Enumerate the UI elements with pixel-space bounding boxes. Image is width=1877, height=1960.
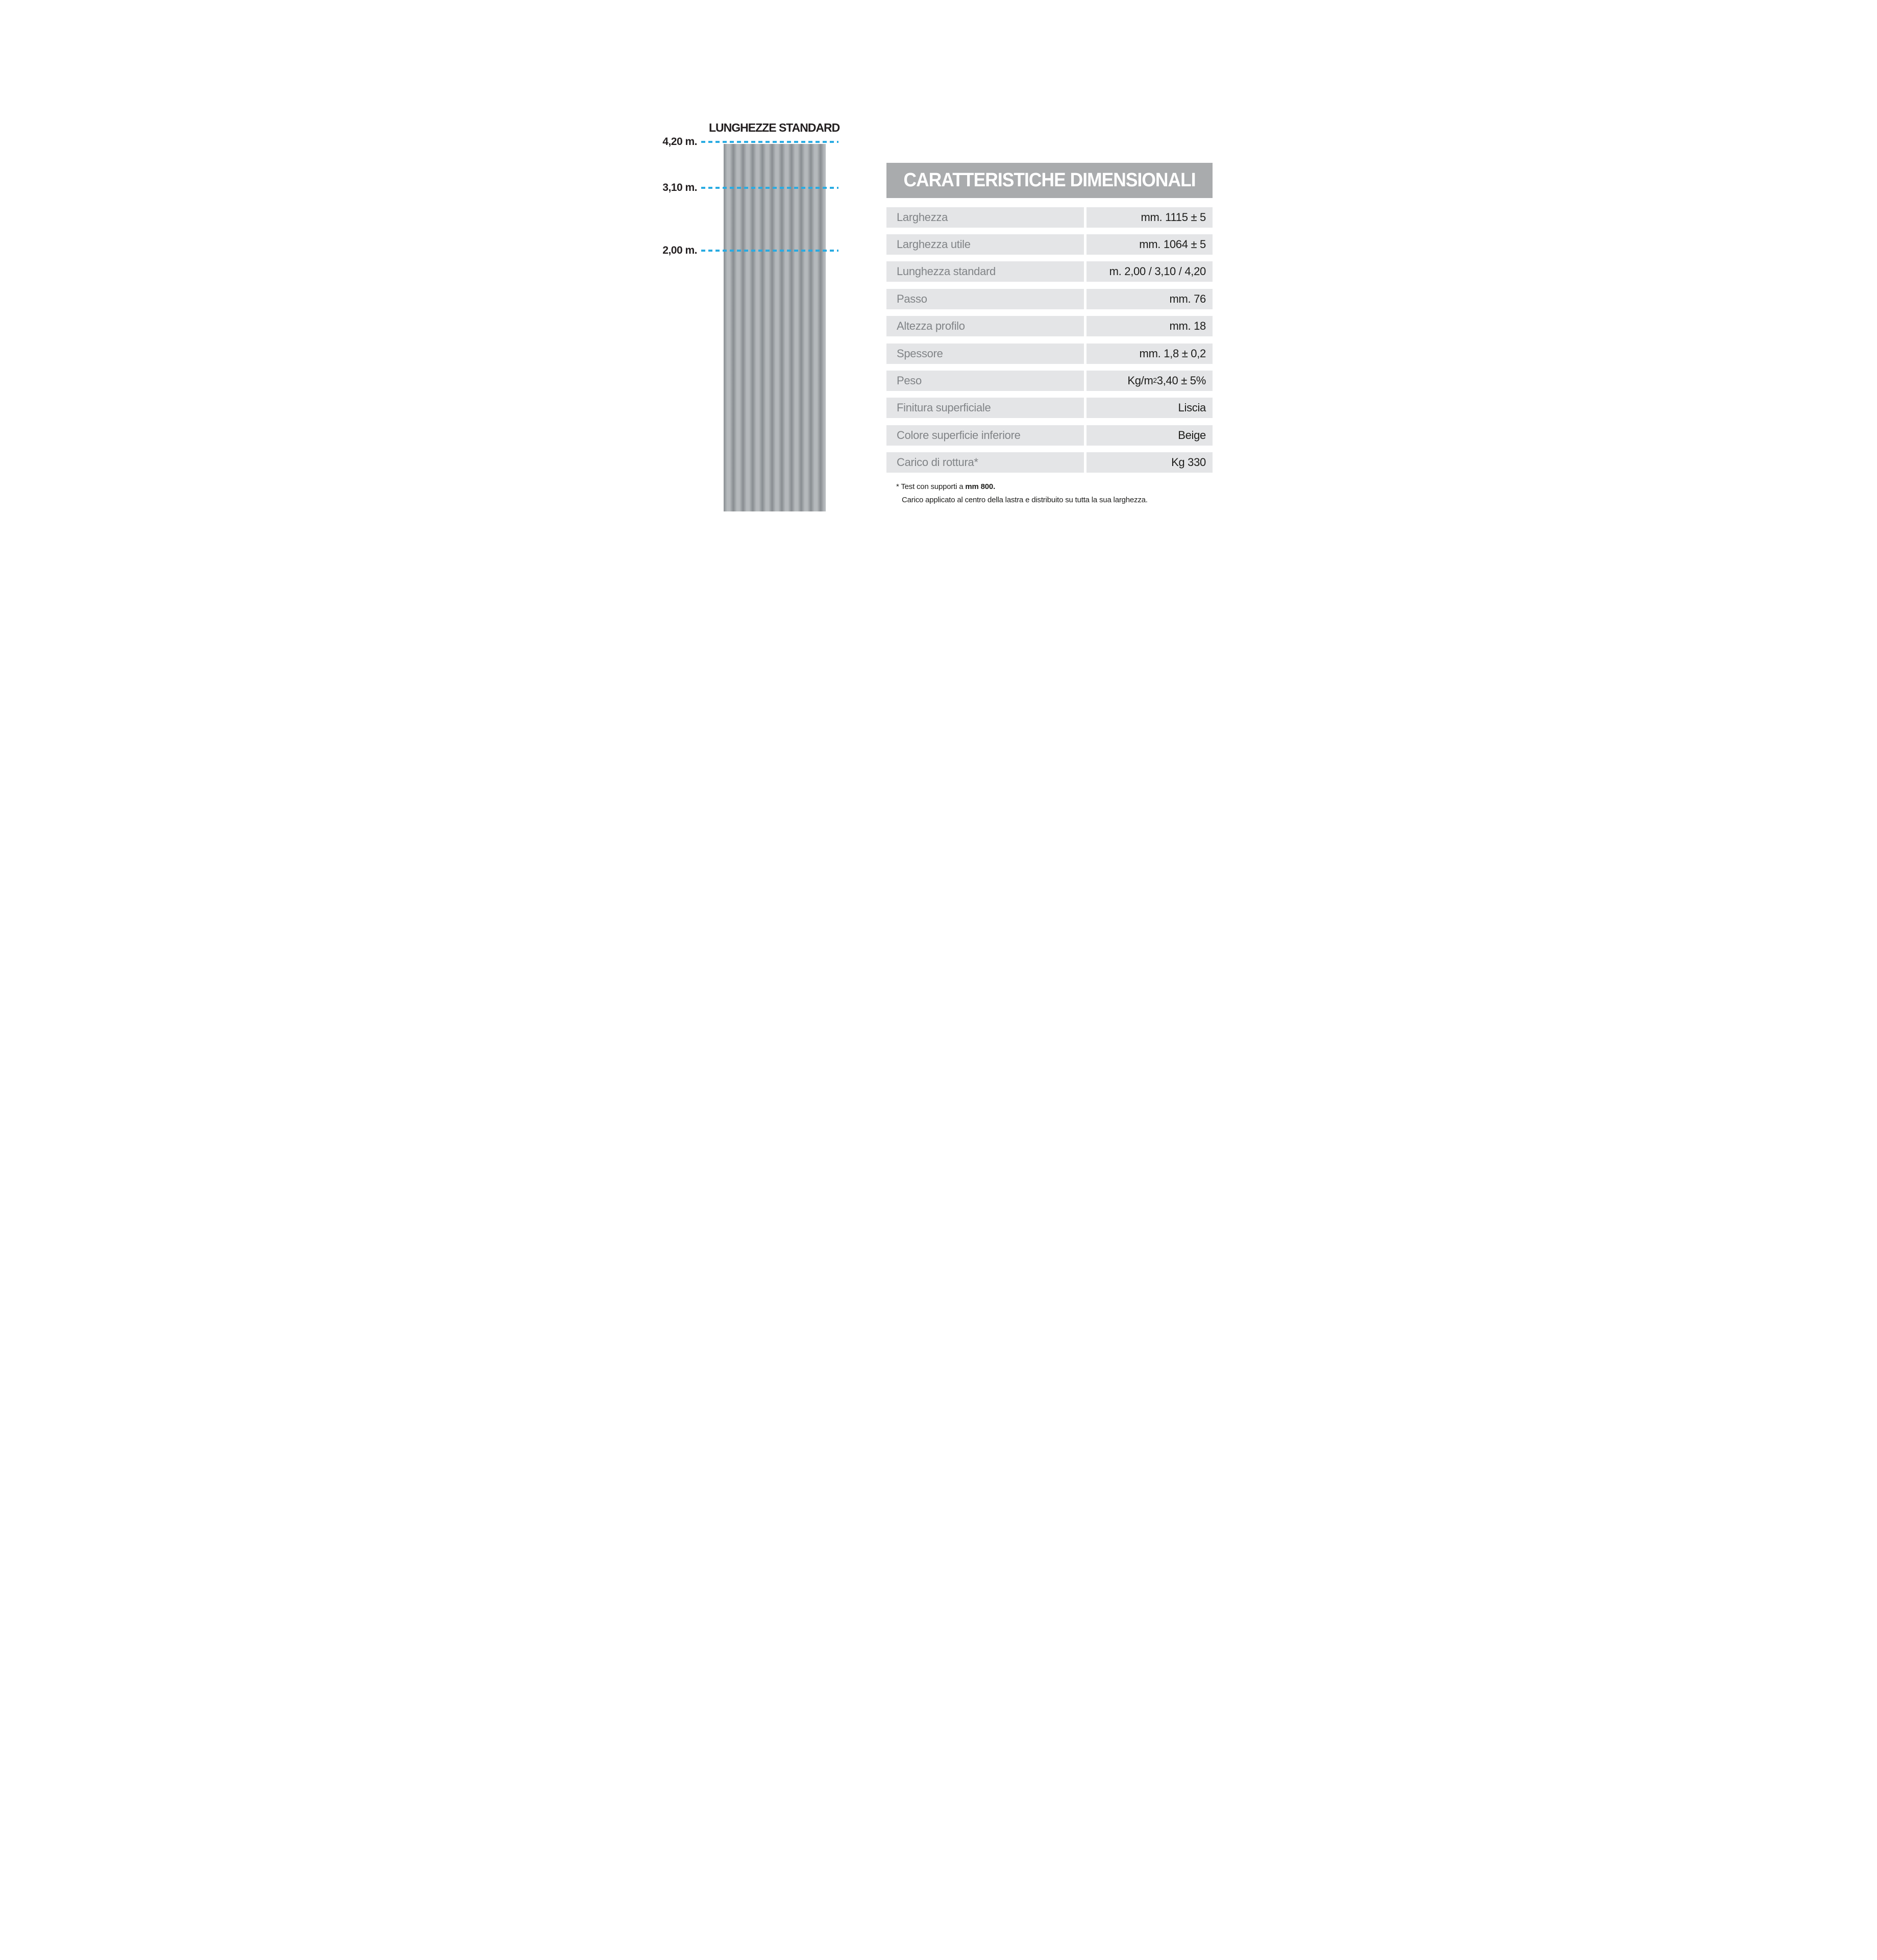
- corrugated-sheet-illustration: [724, 144, 826, 511]
- diagram-title: LUNGHEZZE STANDARD: [709, 121, 840, 134]
- table-row: [886, 452, 1213, 473]
- footnote-line-2: Carico applicato al centro della lastra e distribuito su tutta la sua larghezza.: [902, 496, 1148, 504]
- table-row: [886, 316, 1213, 336]
- row-value: Kg 330: [1086, 452, 1213, 473]
- row-value: Kg/m 2 3,40 ± 5%: [1086, 371, 1213, 391]
- row-label: Larghezza utile: [886, 234, 1084, 255]
- table-row: [886, 234, 1213, 255]
- length-label-3-10: 3,10 m.: [662, 182, 697, 193]
- footnote: [896, 480, 1148, 507]
- table-row: [886, 398, 1213, 418]
- row-value: mm. 76: [1086, 289, 1213, 309]
- row-label: Spessore: [886, 344, 1084, 364]
- row-label: Finitura superficiale: [886, 398, 1084, 418]
- length-dashed-line-3-10: [701, 187, 838, 189]
- length-dashed-line-2-00: [701, 250, 838, 252]
- row-label: Carico di rottura*: [886, 452, 1084, 473]
- table-row: [886, 425, 1213, 446]
- row-value: mm. 1,8 ± 0,2: [1086, 344, 1213, 364]
- row-label: Passo: [886, 289, 1084, 309]
- table-row: [886, 207, 1213, 228]
- row-value-amount: 3,40 ± 5%: [1156, 374, 1206, 387]
- table-row: [886, 344, 1213, 364]
- footnote-line-1: [896, 480, 1148, 494]
- table-row: [886, 289, 1213, 309]
- row-label: Colore superficie inferiore: [886, 425, 1084, 446]
- row-label: Lunghezza standard: [886, 261, 1084, 282]
- row-value: mm. 1064 ± 5: [1086, 234, 1213, 255]
- footnote-line-1-bold: mm 800.: [965, 482, 996, 491]
- row-label: Altezza profilo: [886, 316, 1084, 336]
- table-row: [886, 371, 1213, 391]
- row-value-unit: Kg/m: [1127, 374, 1153, 387]
- row-value: m. 2,00 / 3,10 / 4,20: [1086, 261, 1213, 282]
- row-label: Peso: [886, 371, 1084, 391]
- footnote-line-1-text: * Test con supporti a: [896, 482, 966, 491]
- length-label-4-20: 4,20 m.: [662, 136, 697, 148]
- row-value: Beige: [1086, 425, 1213, 446]
- datasheet-page: [626, 0, 1251, 653]
- length-label-2-00: 2,00 m.: [662, 244, 697, 256]
- row-value: Liscia: [1086, 398, 1213, 418]
- length-dashed-line-4-20: [701, 141, 838, 143]
- table-title-text: CARATTERISTICHE DIMENSIONALI: [903, 169, 1196, 191]
- table-title-band: [886, 163, 1213, 198]
- row-value: mm. 18: [1086, 316, 1213, 336]
- table-row: [886, 261, 1213, 282]
- row-label: Larghezza: [886, 207, 1084, 228]
- row-value: mm. 1115 ± 5: [1086, 207, 1213, 228]
